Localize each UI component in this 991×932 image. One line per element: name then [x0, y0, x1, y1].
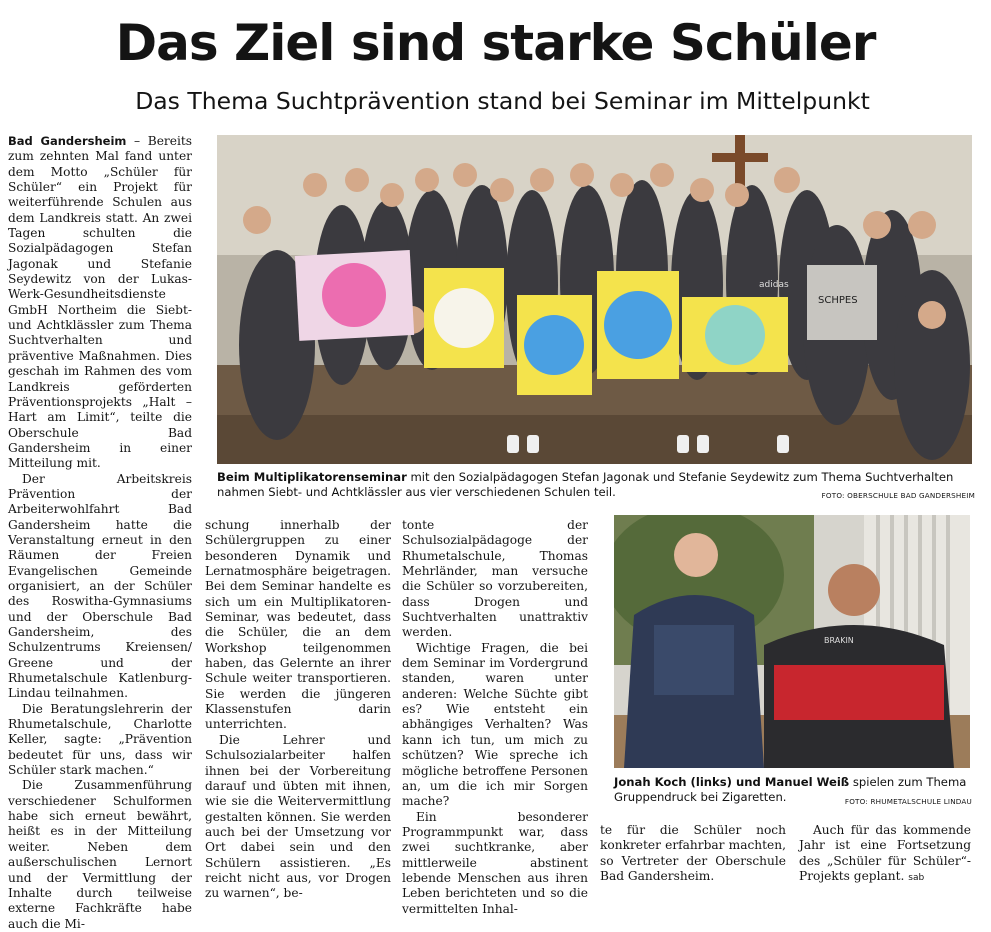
paragraph-3: Die Beratungslehrerin der Rhumetalschule, Charlotte Keller, sagte: „Prävention bedeutet für uns, dass wir Schüler stark machen.“ — [8, 701, 192, 778]
article-column-5 — [799, 823, 971, 886]
role-play-photo — [614, 515, 970, 768]
paragraph-10: te für die Schüler noch konkreter erfahrbar machten, so Vertreter der Oberschule Bad Gandersheim. — [600, 823, 786, 884]
subheadline: Das Thema Suchtprävention stand bei Seminar im Mittelpunkt — [135, 87, 870, 115]
shirt-print-text-2: BRAKIN — [824, 636, 854, 645]
photo2-credit: FOTO: RHUMETALSCHULE LINDAU — [844, 797, 972, 806]
caption-lead: Beim Multiplikatorenseminar — [217, 470, 407, 484]
paragraph-9: Ein besonderer Programmpunkt war, dass zwei suchtkranke, aber mittlerweile abstinent lebende Menschen aus ihren Leben berichteten und so die vermittelten Inhal- — [402, 809, 588, 916]
paragraph-6: Die Lehrer und Schulsozialarbeiter halfen ihnen bei der Vorbereitung darauf und übten mit ihnen, wie sie die Weitervermittlung gestalten können. Sie werden auch bei der Umsetzung vor Ort dabei sein und den Schülern assistieren. „Es reicht nicht aus, vor Drogen zu warnen“, be- — [205, 732, 391, 901]
shirt-print-text: SCHPES — [818, 295, 858, 306]
paragraph-4: Die Zusammenführung verschiedener Schulformen habe sich erneut bewährt, heißt es in der Mitteilung weiter. Neben dem außerschulischen Lernort und der Vermittlung der Inhalte durch teilweise externe Fachkräfte habe auch die Mi- — [8, 778, 192, 931]
headline: Das Ziel sind starke Schüler — [115, 14, 876, 72]
paragraph-2: Der Arbeitskreis Prävention der Arbeiterwohlfahrt Bad Gandersheim hatte die Veranstaltung erneut in den Räumen der Freien Evangelischen Gemeinde organisiert, an der Schüler des Roswitha-Gymnasiums und der Oberschule Bad Gandersheim, des Schulzentrums Kreiensen/ Greene und der Rhumetalschule Katlenburg-Lindau teilnahmen. — [8, 471, 192, 701]
article-column-4 — [600, 823, 786, 884]
group-photo — [217, 135, 972, 464]
paragraph-5: schung innerhalb der Schülergruppen zu einer besonderen Dynamik und Lernatmosphäre beigetragen. Bei dem Seminar handelte es sich um ein Multiplikatoren-Seminar, was bedeutet, dass die Schüler, die an dem Workshop teilgenommen haben, das Gelernte an ihrer Schule weiter transportieren. Sie werden die jüngeren Klassenstufen darin unterrichten. — [205, 518, 391, 732]
photo-credit: FOTO: OBERSCHULE BAD GANDERSHEIM — [821, 491, 975, 500]
paragraph-1: Bad Gandersheim – Bereits zum zehnten Mal fand unter dem Motto „Schüler für Schüler“ ein Projekt für weiterführende Schulen aus dem Landkreis statt. An zwei Tagen schulten die Sozialpädagogen Stefan Jagonak und Stefanie Seydewitz von der Lukas-Werk-Gesundheitsdienste GmbH Northeim die Siebt- und Achtklässler zum Thema Suchtverhalten und präventive Maßnahmen. Dies geschah im Rahmen des vom Landkreis geförderten Präventionsprojekts „Halt – Hart am Limit“, teilte die Oberschule Bad Gandersheim in einer Mitteilung mit. — [8, 134, 192, 471]
paragraph-7: tonte der Schulsozialpädagoge der Rhumetalschule, Thomas Mehrländer, man versuche die Schüler so vorzubereiten, dass Drogen und Suchtverhalten unattraktiv werden. — [402, 518, 588, 640]
caption2-text: spielen zum Thema Gruppendruck bei Zigaretten. — [614, 775, 967, 805]
shirt-brand-text: adidas — [759, 280, 789, 290]
caption2-lead: Jonah Koch (links) und Manuel Weiß — [614, 775, 850, 789]
role-play-photo-image — [614, 515, 970, 768]
article-column-2 — [205, 518, 391, 902]
paragraph-11: Auch für das kommende Jahr ist eine Fortsetzung des „Schüler für Schüler“-Projekts geplant. sab — [799, 823, 971, 884]
dateline: Bad Gandersheim — [8, 134, 127, 148]
article-column-3 — [402, 518, 588, 917]
group-photo-image — [217, 135, 972, 464]
author-initials: sab — [908, 873, 925, 884]
caption-text: mit den Sozialpädagogen Stefan Jagonak und Stefanie Seydewitz zum Thema Suchtverhalten nahmen Siebt- und Achtklässler aus vier verschiedenen Schulen teil. — [217, 470, 954, 500]
article-column-1 — [8, 134, 192, 932]
paragraph-8: Wichtige Fragen, die bei dem Seminar im Vordergrund standen, waren unter anderen: Welche Süchte gibt es? Wie entsteht ein abhängiges Verhalten? Was kann ich tun, um mich zu schützen? Wie spreche ich mögliche betroffene Personen an, um die ich mir Sorgen mache? — [402, 640, 588, 809]
